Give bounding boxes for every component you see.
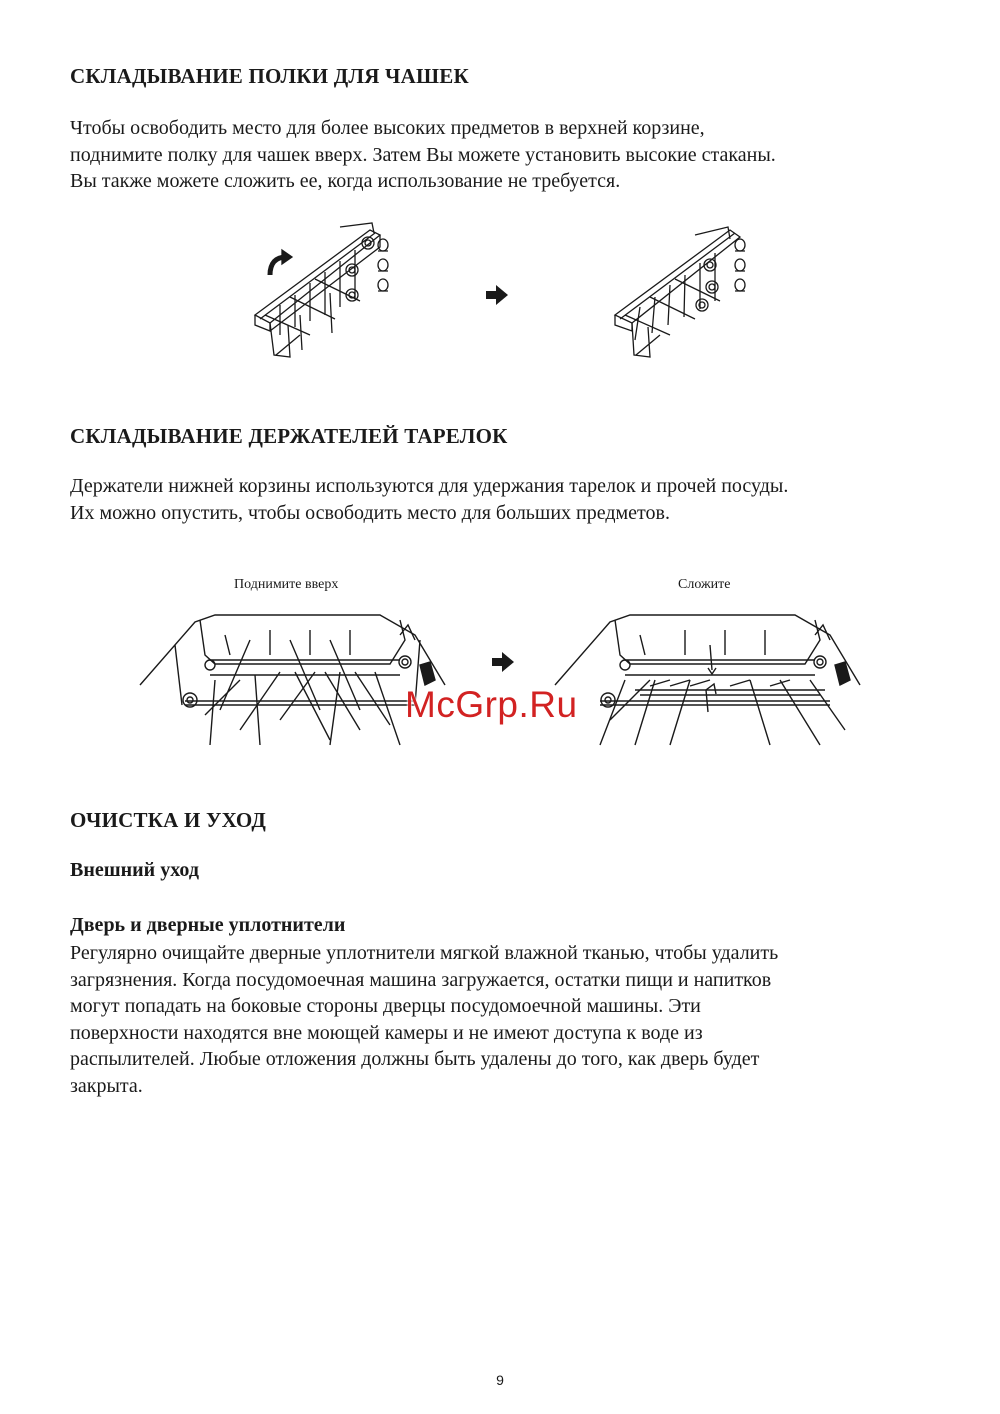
text-line: Вы также можете сложить ее, когда использование не требуется. xyxy=(70,170,621,192)
section-text-door-seals xyxy=(70,940,950,1099)
subtitle-external-care: Внешний уход xyxy=(70,859,199,881)
text-line: загрязнения. Когда посудомоечная машина загружается, остатки пищи и напитков xyxy=(70,968,772,991)
text-line: Держатели нижней корзины используются для удержания тарелок и прочей посуды. xyxy=(70,475,789,497)
text-line: закрыта. xyxy=(70,1074,143,1097)
curved-arrow-icon xyxy=(270,250,292,275)
caption-fold: Сложите xyxy=(678,577,731,592)
text-line: Их можно опустить, чтобы освободить место для больших предметов. xyxy=(70,501,670,524)
text-line: поднимите полку для чашек вверх. Затем Вы можете установить высокие стаканы. xyxy=(70,143,776,166)
section-title-cup-shelf: СКЛАДЫВАНИЕ ПОЛКИ ДЛЯ ЧАШЕК xyxy=(70,64,469,88)
plate-holders-illustration xyxy=(130,600,870,760)
page-number: 9 xyxy=(496,1372,504,1388)
right-arrow-icon xyxy=(486,285,508,305)
cup-shelf-folded xyxy=(615,227,745,357)
right-arrow-icon xyxy=(492,652,514,672)
basket-folded xyxy=(555,615,860,745)
text-line: поверхности находятся вне моющей камеры и не имеют доступа к воде из xyxy=(70,1021,703,1044)
section-text-plate-holders xyxy=(70,473,950,526)
caption-lift-up: Поднимите вверх xyxy=(234,577,339,592)
section-title-plate-holders: СКЛАДЫВАНИЕ ДЕРЖАТЕЛЕЙ ТАРЕЛОК xyxy=(70,424,508,448)
text-line: Регулярно очищайте дверные уплотнители мягкой влажной тканью, чтобы удалить xyxy=(70,942,779,964)
watermark: McGrp.Ru xyxy=(405,684,578,725)
text-line: Чтобы освободить место для более высоких предметов в верхней корзине, xyxy=(70,117,705,139)
section-text-cup-shelf xyxy=(70,115,950,195)
section-title-cleaning: ОЧИСТКА И УХОД xyxy=(70,808,267,832)
text-line: могут попадать на боковые стороны дверцы посудомоечной машины. Эти xyxy=(70,995,701,1017)
cup-shelf-illustration xyxy=(240,215,760,365)
text-line: распылителей. Любые отложения должны быть удалены до того, как дверь будет xyxy=(70,1048,760,1070)
cup-shelf-raised xyxy=(255,223,388,357)
basket-raised xyxy=(140,615,445,745)
subtitle-door-seals: Дверь и дверные уплотнители xyxy=(70,914,346,936)
